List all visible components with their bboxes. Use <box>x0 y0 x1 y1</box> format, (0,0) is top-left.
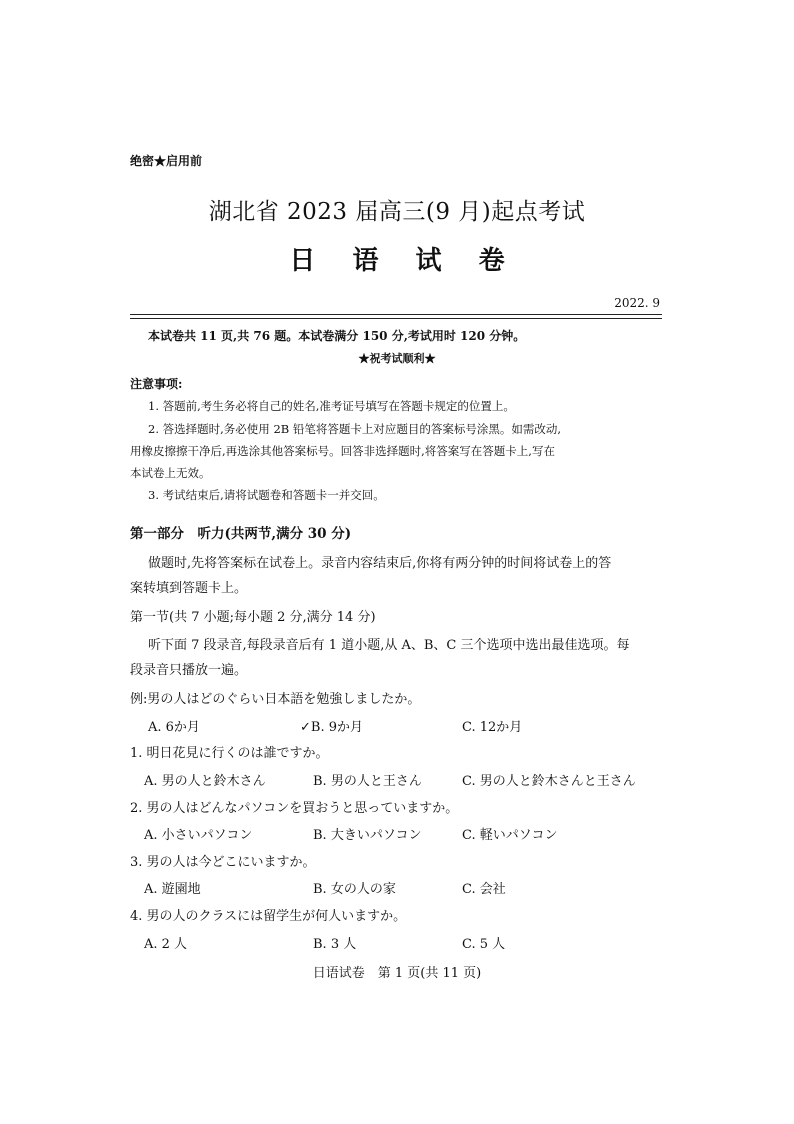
section1-instruction: 段录音只播放一遍。 <box>130 663 248 678</box>
note-item: 本试卷上无效。 <box>130 466 211 480</box>
question-4-option-c: C. 5 人 <box>462 937 506 952</box>
question-2-option-c: C. 軽いパソコン <box>462 828 558 843</box>
question-2-option-a: A. 小さいパソコン <box>144 828 253 843</box>
question-1-option-b: B. 男の人と王さん <box>313 774 422 789</box>
example-question: 例:男の人はどのぐらい日本語を勉強しましたか。 <box>130 692 421 707</box>
example-option-a: A. 6か月 <box>148 720 200 735</box>
question-2: 2. 男の人はどんなパソコンを買おうと思っていますか。 <box>130 801 459 816</box>
note-item: 1. 答题前,考生务必将自己的姓名,准考证号填写在答题卡规定的位置上。 <box>148 399 515 413</box>
page-footer: 日语试卷 第 1 页(共 11 页) <box>312 966 482 981</box>
question-4: 4. 男の人のクラスには留学生が何人いますか。 <box>130 909 407 924</box>
exam-date: 2022. 9 <box>614 296 660 310</box>
example-option-b: ✓B. 9か月 <box>300 720 363 735</box>
header-divider-thick <box>130 314 662 315</box>
exam-title: 湖北省 2023 届高三(9 月)起点考试 <box>208 199 586 225</box>
notes-heading: 注意事项: <box>130 377 183 391</box>
part1-heading: 第一部分 听力(共两节,满分 30 分) <box>130 526 352 542</box>
header-divider-thin <box>130 318 662 319</box>
section1-heading: 第一节(共 7 小题;每小题 2 分,满分 14 分) <box>130 610 376 625</box>
good-luck-line: ★祝考试顺利★ <box>358 352 436 365</box>
note-item: 2. 答选择题时,务必使用 2B 铅笔将答题卡上对应题目的答案标号涂黑。如需改动, <box>148 422 562 436</box>
question-1: 1. 明日花見に行くのは誰ですか。 <box>130 746 329 761</box>
exam-summary: 本试卷共 11 页,共 76 题。本试卷满分 150 分,考试用时 120 分钟。 <box>148 329 526 343</box>
question-1-option-c: C. 男の人と鈴木さんと王さん <box>462 774 636 789</box>
part1-instruction: 案转填到答题卡上。 <box>130 581 248 596</box>
exam-subtitle: 日 语 试 卷 <box>289 246 519 276</box>
question-4-option-b: B. 3 人 <box>313 937 357 952</box>
part1-instruction: 做题时,先将答案标在试卷上。录音内容结束后,你将有两分钟的时间将试卷上的答 <box>148 556 612 571</box>
question-1-option-a: A. 男の人と鈴木さん <box>144 774 266 789</box>
section1-instruction: 听下面 7 段录音,每段录音后有 1 道小题,从 A、B、C 三个选项中选出最佳选项。每 <box>148 638 630 653</box>
question-3-option-c: C. 会社 <box>462 882 506 897</box>
example-option-c: C. 12か月 <box>462 720 523 735</box>
confidential-label: 绝密★启用前 <box>130 154 203 168</box>
note-item: 3. 考试结束后,请将试题卷和答题卡一并交回。 <box>148 488 385 502</box>
question-3: 3. 男の人は今どこにいますか。 <box>130 855 316 870</box>
question-3-option-a: A. 遊園地 <box>144 882 201 897</box>
question-4-option-a: A. 2 人 <box>144 937 188 952</box>
question-3-option-b: B. 女の人の家 <box>313 882 396 897</box>
question-2-option-b: B. 大きいパソコン <box>313 828 422 843</box>
note-item: 用橡皮擦擦干净后,再选涂其他答案标号。回答非选择题时,将答案写在答题卡上,写在 <box>130 444 555 458</box>
